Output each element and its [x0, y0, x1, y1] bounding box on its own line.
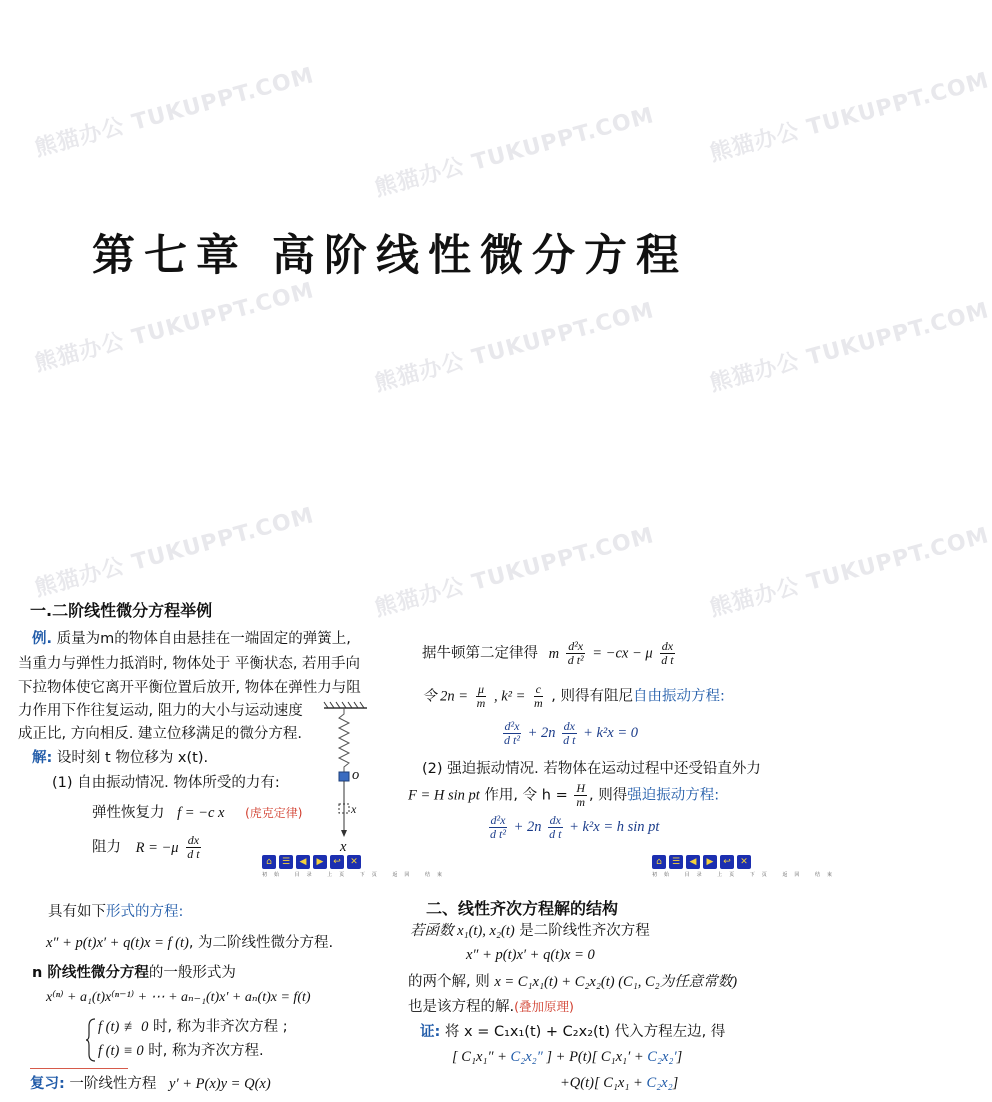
back-icon[interactable]: ↩: [720, 855, 734, 869]
forced-vibration-eq: [486, 814, 659, 841]
nth-order-line: [32, 962, 236, 984]
solution-text: 设时刻 t 物位移为 x(t).: [52, 750, 209, 766]
proof-l1c: ] + P(t)[ C₁x₁′ +: [542, 1049, 648, 1065]
prev-icon[interactable]: ◀: [296, 855, 310, 869]
elastic-label: 弹性恢复力: [92, 805, 165, 821]
example-line-5: 成正比, 方向相反. 建立位移满足的微分方程.: [18, 726, 303, 742]
free-vibration-label: 自由振动方程:: [633, 688, 725, 705]
nth-order-rest: 的一般形式为: [148, 965, 236, 981]
proof-line: [420, 1021, 725, 1043]
forced-frac2: $\frac{dx}{\text{d t}}$: [549, 813, 562, 841]
prev-icon[interactable]: ◀: [686, 855, 700, 869]
proof-label: 证:: [420, 1024, 441, 1040]
free-mid: + 2n: [527, 724, 556, 741]
nonhomogeneous-text: 时, 称为非齐次方程 ;: [148, 1019, 288, 1035]
form-blue: 形式的方程:: [106, 904, 184, 920]
nth-order-eq: x⁽ⁿ⁾ + a₁(t)x⁽ⁿ⁻¹⁾ + ⋯ + aₙ₋₁(t)x′ + aₙ(t)x = f(t): [46, 990, 311, 1005]
nonhomogeneous-eq: f (t) ≢ 0: [98, 1019, 149, 1035]
nth-order-label: n 阶线性微分方程: [32, 965, 149, 981]
nav-labels: 初始 目录 上页 下页 返回 结束: [652, 872, 839, 878]
page-title: 第七章 高阶线性微分方程: [92, 231, 688, 281]
review-eq: y′ + P(x)y = Q(x): [169, 1076, 271, 1092]
solution-line: [32, 747, 208, 769]
if-line: [410, 920, 650, 942]
watermark: 熊猫办公 TUKUPPT.COM: [32, 63, 317, 162]
second-order-suffix: , 为二阶线性微分方程.: [188, 935, 334, 951]
example-line-1: [32, 628, 351, 650]
watermark: 熊猫办公 TUKUPPT.COM: [707, 523, 992, 622]
forced-vibration-label: 强迫振动方程:: [627, 787, 720, 804]
proof-l1a: [ C₁x₁″ +: [452, 1049, 511, 1065]
homogeneous-eq: f (t) ≡ 0: [98, 1043, 144, 1059]
section-heading: 一.二阶线性微分方程举例: [30, 601, 213, 620]
combination-eq: x = C₁x₁(t) + C₂x₂(t): [494, 974, 615, 990]
nonhomogeneous-case: [98, 1016, 288, 1038]
section-heading-2: 二、线性齐次方程解的结构: [426, 899, 619, 918]
force-eq: F = H sin pt: [408, 787, 480, 804]
brace-icon: [86, 1018, 96, 1062]
elastic-eq: f = −c x: [177, 805, 225, 821]
superposition-note: (叠加原理): [514, 999, 574, 1014]
proof-l2a: +Q(t)[ C₁x₁ +: [560, 1075, 647, 1091]
menu-icon[interactable]: ☰: [279, 855, 293, 869]
elastic-force: [92, 802, 302, 824]
newton-frac: $\frac{\text{d²x}}{\text{d t²}}$: [567, 639, 584, 667]
forced-frac1: $\frac{\text{d²x}}{\text{d t²}}$: [490, 813, 506, 841]
let-prefix: 令 2n =: [422, 688, 469, 705]
spring-origin-label: o: [352, 767, 360, 783]
review-text: 一阶线性方程: [64, 1076, 157, 1092]
two-solutions-line: [408, 971, 737, 993]
homogeneous-text: 时, 称为齐次方程.: [143, 1043, 264, 1059]
example-text: 质量为m的物体自由悬挂在一端固定的弹簧上,: [52, 631, 351, 647]
watermark: 熊猫办公 TUKUPPT.COM: [372, 298, 657, 397]
watermark: 熊猫办公 TUKUPPT.COM: [372, 103, 657, 202]
force-frac: $\frac{H}{m}$: [576, 781, 585, 809]
proof-l1e: ]: [676, 1049, 683, 1065]
watermark: 熊猫办公 TUKUPPT.COM: [32, 278, 317, 377]
let-suffix: , 则得有阻尼: [551, 688, 633, 705]
force-suffix: , 则得: [589, 787, 628, 804]
proof-l2b: C₂x₂: [646, 1075, 673, 1091]
close-icon[interactable]: ✕: [347, 855, 361, 869]
home-icon[interactable]: ⌂: [652, 855, 666, 869]
watermark: 熊猫办公 TUKUPPT.COM: [32, 503, 317, 602]
back-icon[interactable]: ↩: [330, 855, 344, 869]
menu-icon[interactable]: ☰: [669, 855, 683, 869]
example-line-4: 力作用下作往复运动, 阻力的大小与运动速度: [18, 703, 303, 719]
divider: [30, 1068, 128, 1069]
resist-eq: R = −μ: [135, 839, 179, 856]
hooke-note: (虎克定律): [245, 806, 303, 820]
watermark: 熊猫办公 TUKUPPT.COM: [372, 523, 657, 622]
proof-l1b: C₂x₂″: [510, 1049, 543, 1065]
proof-l1d: C₂x₂′: [647, 1049, 677, 1065]
also-text: 也是该方程的解.: [408, 999, 515, 1015]
nav-labels: 初始 目录 上页 下页 返回 结束: [262, 872, 449, 878]
let-line: [422, 683, 725, 710]
proof-expr-1: [452, 1046, 682, 1068]
free-frac1: $\frac{\text{d²x}}{\text{d t²}}$: [504, 719, 520, 747]
two-solutions-text: 的两个解, 则: [408, 974, 490, 990]
form-line: [48, 901, 183, 923]
resist-label: 阻力: [92, 839, 121, 856]
form-prefix: 具有如下: [48, 904, 106, 920]
watermark: 熊猫办公 TUKUPPT.COM: [707, 68, 992, 167]
review-line: [30, 1073, 271, 1095]
case1-text: (1) 自由振动情况. 物体所受的力有:: [52, 775, 280, 791]
second-order-eq: x″ + p(t)x′ + q(t)x = f (t): [46, 935, 189, 951]
example-label: 例.: [32, 631, 53, 647]
newton-text: 据牛顿第二定律得: [422, 645, 538, 662]
forced-end: + k²x = h sin pt: [569, 818, 660, 835]
newton-line: [422, 640, 678, 667]
spring-diagram: [322, 700, 372, 850]
combination-note: (C₁, C₂为任意常数): [614, 974, 738, 990]
nav-bar: [262, 855, 361, 869]
review-label: 复习:: [30, 1076, 65, 1092]
proof-text: 将 x = C₁x₁(t) + C₂x₂(t) 代入方程左边, 得: [440, 1024, 726, 1040]
also-line: [408, 996, 574, 1018]
let-frac-c: $\frac{c}{m}$: [534, 682, 543, 710]
proof-l2c: ]: [672, 1075, 679, 1091]
free-vibration-eq: [500, 720, 638, 747]
force-line: [408, 782, 719, 809]
close-icon[interactable]: ✕: [737, 855, 751, 869]
home-icon[interactable]: ⌂: [262, 855, 276, 869]
proof-expr-2: [560, 1072, 678, 1094]
watermark: 熊猫办公 TUKUPPT.COM: [707, 298, 992, 397]
homogeneous-case: [98, 1040, 264, 1062]
let-k: , k² =: [493, 688, 526, 705]
free-frac2: $\frac{dx}{\text{d t}}$: [563, 719, 576, 747]
force-mid: 作用, 令 h =: [479, 787, 568, 804]
spring-axis-label: x: [340, 839, 347, 855]
case2-text: (2) 强迫振动情况. 若物体在运动过程中还受铅直外力: [422, 761, 761, 777]
example-line-3: 下拉物体使它离开平衡位置后放开, 物体在弹性力与阻: [18, 680, 361, 696]
resist-fraction: $\frac{dx}{\text{d t}}$: [187, 833, 200, 861]
resistance-force: [92, 834, 204, 861]
newton-frac2: $\frac{dx}{\text{d t}}$: [661, 639, 674, 667]
next-icon[interactable]: ▶: [703, 855, 717, 869]
let-frac-mu: $\frac{\mu}{m}$: [476, 682, 486, 710]
second-order-eq-line: [46, 932, 333, 954]
nav-bar: [652, 855, 751, 869]
newton-m: m: [548, 645, 560, 662]
homogeneous-eq-2: x″ + p(t)x′ + q(t)x = 0: [466, 947, 595, 963]
free-end: + k²x = 0: [583, 724, 638, 741]
next-icon[interactable]: ▶: [313, 855, 327, 869]
spring-x-label: x: [351, 802, 357, 816]
if-text: 若函数 x₁(t), x₂(t): [410, 923, 515, 939]
solution-label: 解:: [32, 750, 53, 766]
if-suffix: 是二阶线性齐次方程: [514, 923, 650, 939]
example-line-2: 当重力与弹性力抵消时, 物体处于 平衡状态, 若用手向: [18, 656, 361, 672]
newton-rhs: = −cx − μ: [592, 645, 653, 662]
forced-mid: + 2n: [513, 818, 542, 835]
